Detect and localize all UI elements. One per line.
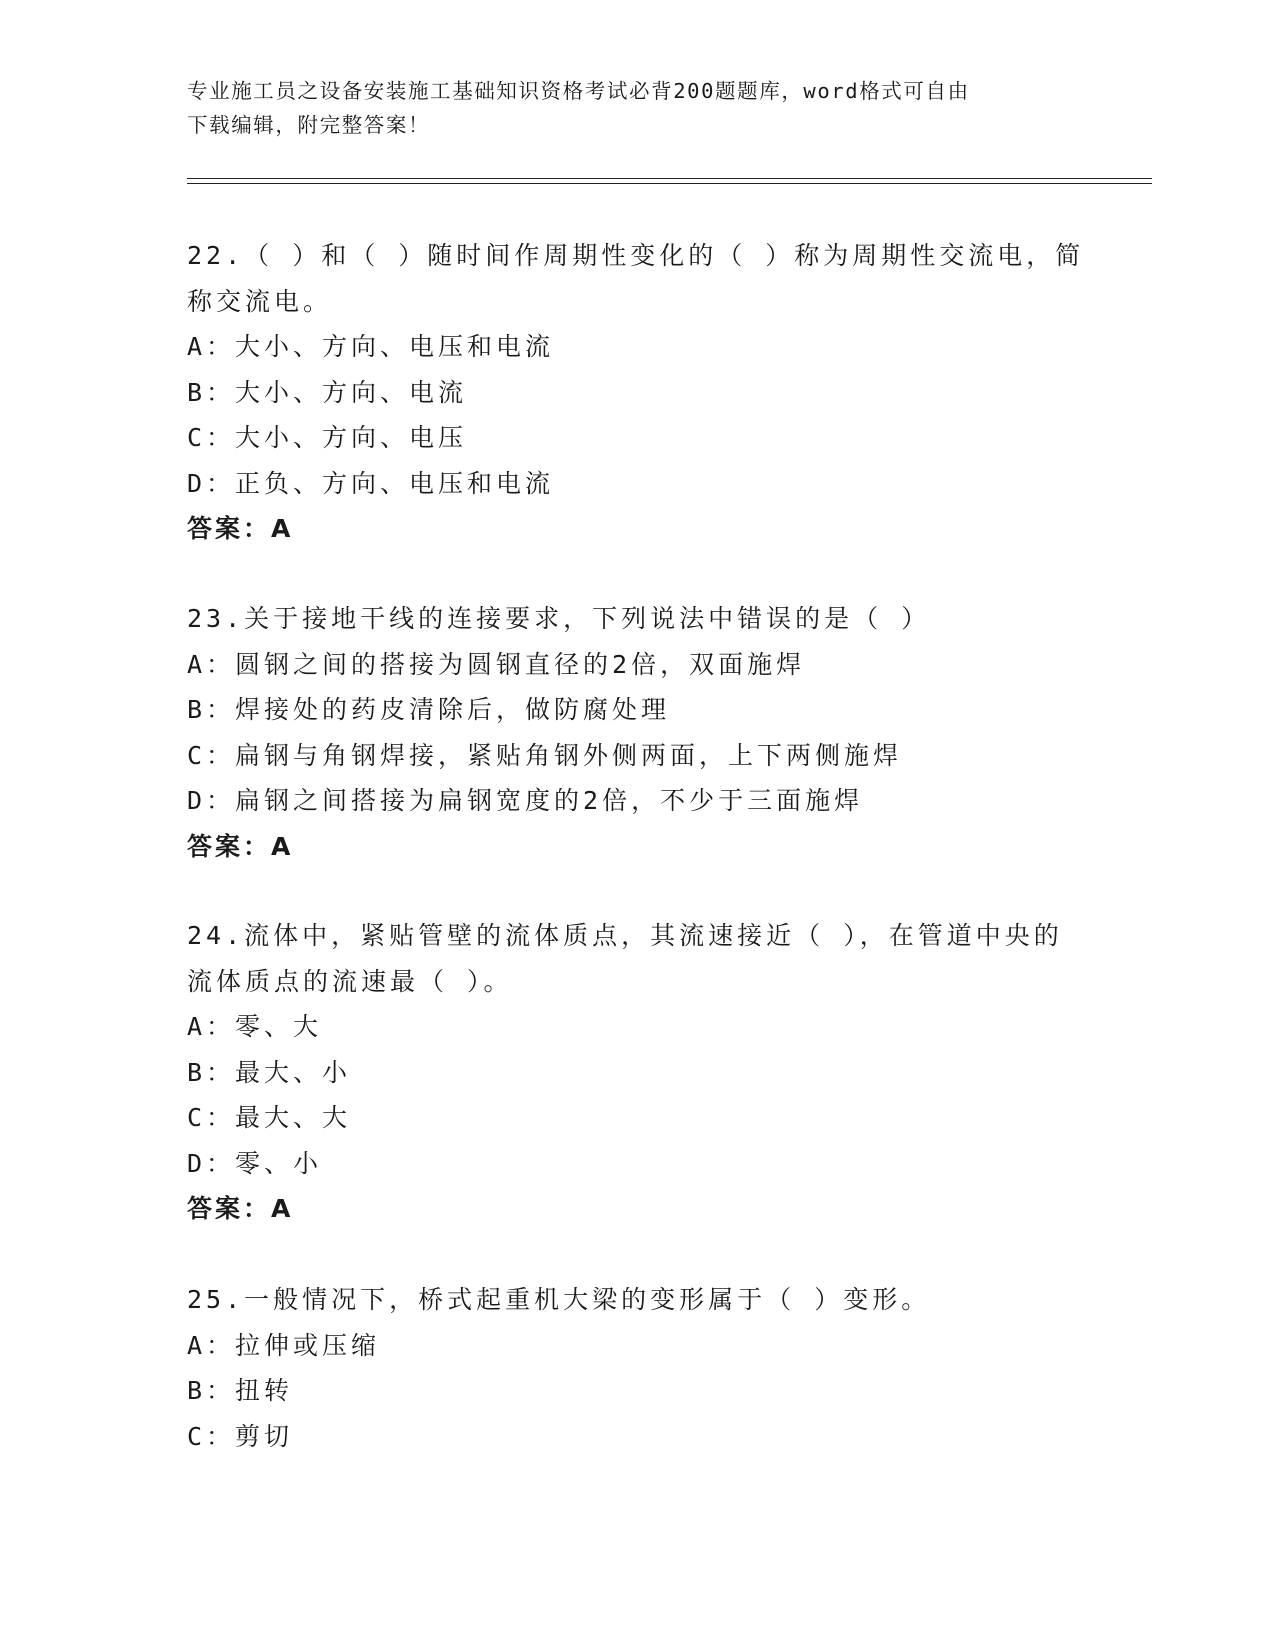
question-23 bbox=[187, 596, 1067, 869]
question-22 bbox=[187, 233, 1085, 552]
header-divider-bottom bbox=[187, 183, 1152, 184]
option-d: D：零、小 bbox=[187, 1148, 323, 1178]
question-stem-line: 流体质点的流速最（ ）。 bbox=[187, 966, 513, 996]
question-stem-line: 23.关于接地干线的连接要求，下列说法中错误的是（ ） bbox=[187, 604, 931, 633]
option-b: B：大小、方向、电流 bbox=[187, 377, 468, 407]
header-line-2: 下载编辑，附完整答案！ bbox=[187, 113, 431, 137]
question-stem-line: 25.一般情况下，桥式起重机大梁的变形属于（ ）变形。 bbox=[187, 1285, 931, 1314]
option-d: D：扁钢之间搭接为扁钢宽度的2倍，不少于三面施焊 bbox=[187, 786, 864, 815]
answer-value: A bbox=[271, 514, 295, 543]
question-stem-line: 24.流体中，紧贴管壁的流体质点，其流速接近（ ），在管道中央的 bbox=[187, 921, 1063, 950]
header-divider-top bbox=[187, 178, 1152, 179]
answer-value: A bbox=[271, 831, 295, 861]
header-line-1: 专业施工员之设备安装施工基础知识资格考试必背200题题库，word格式可自由 bbox=[187, 79, 970, 103]
answer-label: 答案： bbox=[187, 514, 272, 543]
option-b: B：扭转 bbox=[187, 1376, 294, 1405]
answer-label: 答案： bbox=[187, 1194, 272, 1223]
option-a: A：零、大 bbox=[187, 1012, 323, 1041]
option-c: C：剪切 bbox=[187, 1421, 294, 1451]
option-c: C：扁钢与角钢焊接，紧贴角钢外侧两面，上下两侧施焊 bbox=[187, 740, 903, 770]
option-b: B：最大、小 bbox=[187, 1057, 352, 1087]
option-a: A：圆钢之间的搭接为圆钢直径的2倍，双面施焊 bbox=[187, 649, 806, 679]
option-d: D：正负、方向、电压和电流 bbox=[187, 468, 555, 498]
question-stem-line: 22.（ ）和（ ）随时间作周期性变化的（ ）称为周期性交流电，简 bbox=[187, 241, 1085, 270]
option-c: C：大小、方向、电压 bbox=[187, 423, 468, 452]
answer-line bbox=[187, 1186, 1067, 1232]
question-24 bbox=[187, 913, 1067, 1232]
question-25 bbox=[187, 1277, 1067, 1459]
option-a: A：大小、方向、电压和电流 bbox=[187, 332, 555, 361]
question-stem-line: 称交流电。 bbox=[187, 286, 333, 316]
answer-line bbox=[187, 506, 1067, 552]
option-c: C：最大、大 bbox=[187, 1103, 352, 1132]
document-header bbox=[187, 74, 1067, 142]
option-a: A：拉伸或压缩 bbox=[187, 1330, 381, 1360]
answer-line bbox=[187, 824, 1067, 870]
answer-value: A bbox=[271, 1194, 295, 1223]
answer-label: 答案： bbox=[187, 831, 272, 861]
option-b: B：焊接处的药皮清除后，做防腐处理 bbox=[187, 695, 671, 724]
